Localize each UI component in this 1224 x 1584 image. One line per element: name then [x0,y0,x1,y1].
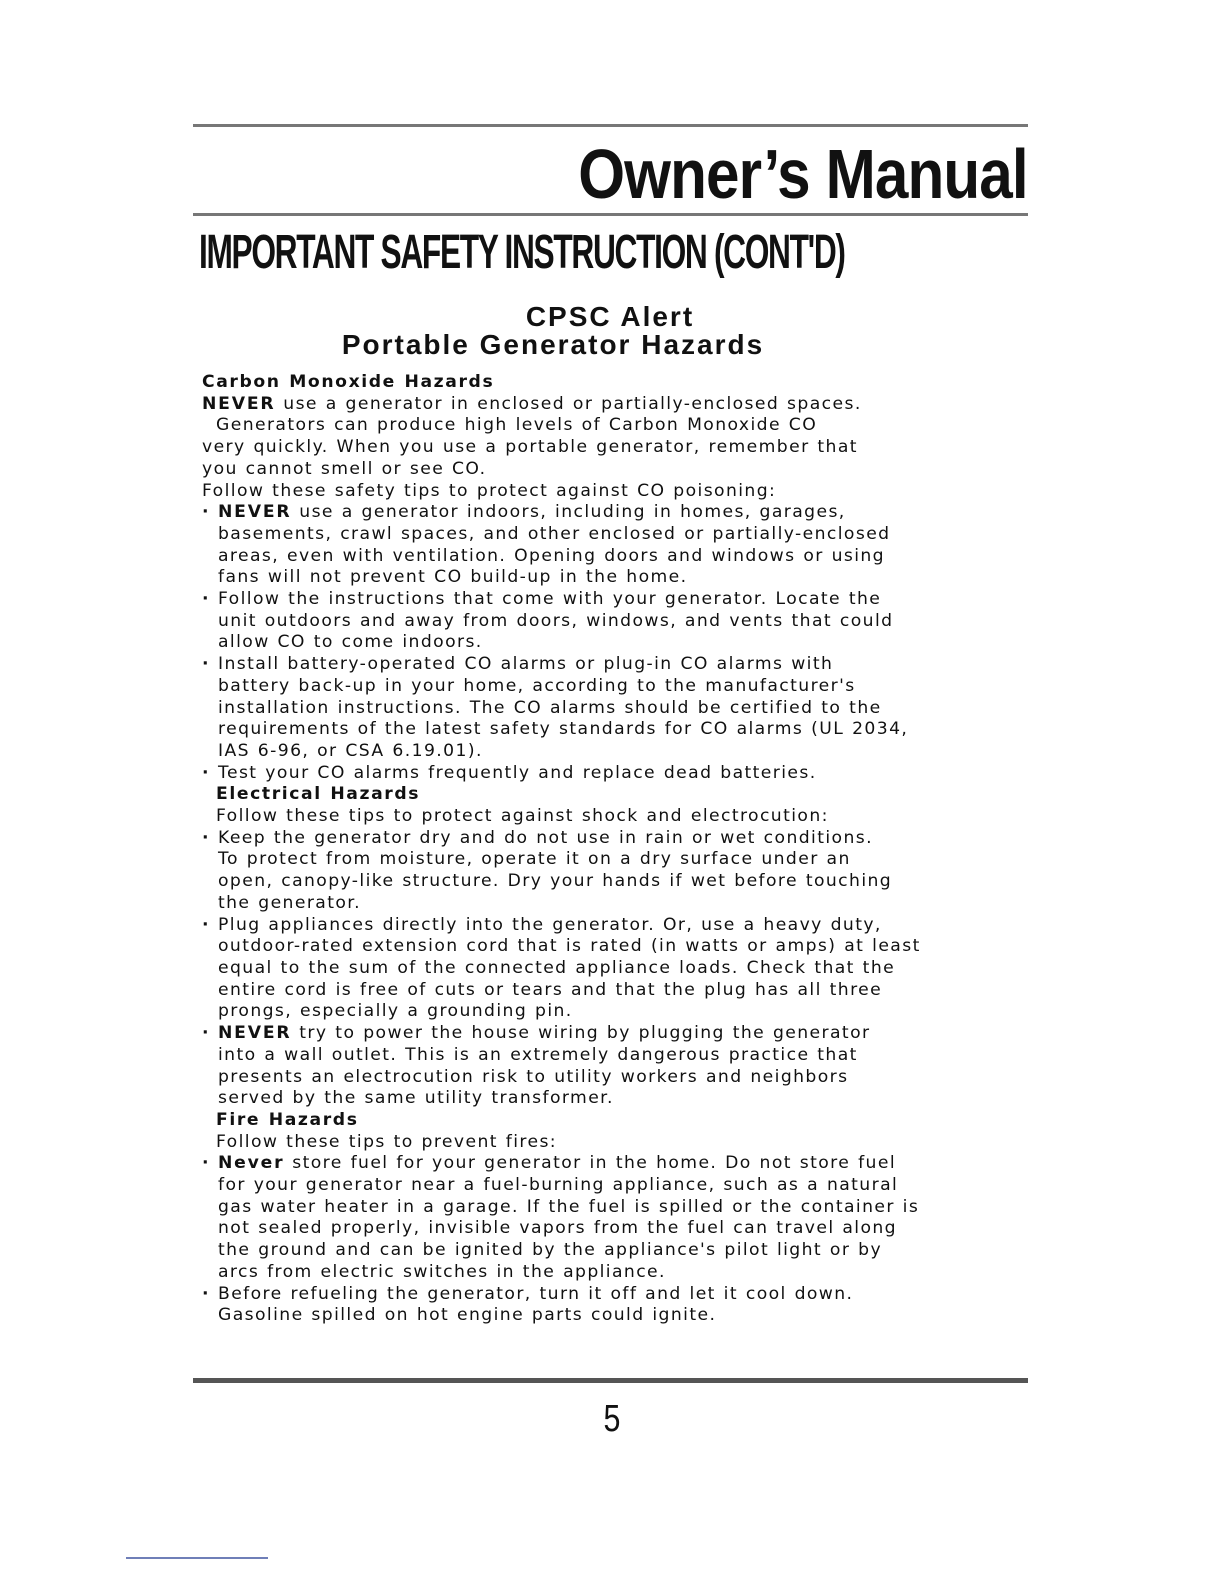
scan-edge-line [126,1557,268,1559]
bullet-text: · Plug appliances directly into the generator. Or, use a heavy duty, [218,914,882,935]
title-underline-rule [193,213,1028,216]
bullet-text: requirements of the latest safety standards for CO alarms (UL 2034, [218,719,909,740]
top-rule [193,124,1028,127]
fire-bullet-refuel [202,1284,1032,1327]
bullet-text: the generator. [218,892,362,913]
bullet-text: into a wall outlet. This is an extremely dangerous practice that [218,1044,858,1065]
bullet-text: arcs from electric switches in the appliance. [218,1261,666,1282]
bullet-text: installation instructions. The CO alarms should be certified to the [218,697,882,718]
bottom-rule [193,1378,1028,1383]
bullet-text: use a generator indoors, including in homes, garages, [291,502,846,523]
never-keyword: Never [218,1153,285,1174]
manual-title: Owner’s Manual [578,135,1028,213]
bullet-text: store fuel for your generator in the home. Do not store fuel [284,1153,896,1174]
bullet-text: unit outdoors and away from doors, windows, and vents that could [218,610,894,631]
never-keyword: NEVER [202,393,276,414]
bullet-text: · Test your CO alarms frequently and replace dead batteries. [218,762,817,783]
bullet-text: IAS 6-96, or CSA 6.19.01). [218,740,483,761]
bullet-text: basements, crawl spaces, and other enclosed or partially-enclosed [218,523,891,544]
bullet-text: · Before refueling the generator, turn it off and let it cool down. [218,1283,854,1304]
fire-bullet-storage [202,1153,1032,1283]
bullet-text: presents an electrocution risk to utility workers and neighbors [218,1066,849,1087]
co-bullet-outdoors [202,589,1032,654]
bullet-text: areas, even with ventilation. Opening doors and windows or using [218,545,885,566]
bullet-text: not sealed properly, invisible vapors from the fuel can travel along [218,1218,897,1239]
co-bullet-alarms [202,654,1032,763]
co-intro-line: you cannot smell or see CO. [202,458,487,479]
electrical-hazards-heading: Electrical Hazards [216,784,421,805]
bullet-text: To protect from moisture, operate it on a dry surface under an [218,849,851,870]
bullet-text: entire cord is free of cuts or tears and that the plug has all three [218,979,883,1000]
bullet-text: fans will not prevent CO build-up in the home. [218,567,688,588]
co-intro-line: Follow these safety tips to protect against CO poisoning: [202,480,777,501]
never-keyword: NEVER [218,1023,292,1044]
bullet-text: served by the same utility transformer. [218,1088,614,1109]
page-number: 5 [603,1398,621,1440]
co-intro-line [202,394,1032,416]
co-intro-text: use a generator in enclosed or partially-enclosed spaces. [275,393,862,414]
co-intro-line: Generators can produce high levels of Carbon Monoxide CO [216,415,818,436]
electrical-intro: Follow these tips to protect against shock and electrocution: [216,806,829,827]
bullet-text: gas water heater in a garage. If the fuel is spilled or the container is [218,1196,920,1217]
bullet-text: · Follow the instructions that come with your generator. Locate the [218,589,882,610]
alert-title: CPSC Alert [525,301,695,332]
co-intro-line: very quickly. When you use a portable generator, remember that [202,437,858,458]
co-hazards-heading: Carbon Monoxide Hazards [202,372,495,392]
electrical-bullet-backfeed [202,1023,1032,1110]
electrical-bullet-dry [202,828,1032,915]
bullet-text: the ground and can be ignited by the appliance's pilot light or by [218,1240,883,1261]
electrical-bullet-cord [202,915,1032,1024]
bullet-text: outdoor-rated extension cord that is rated (in watts or amps) at least [218,936,921,957]
bullet-text: Gasoline spilled on hot engine parts could ignite. [218,1305,717,1326]
co-bullet-indoors [202,502,1032,589]
bullet-text: open, canopy-like structure. Dry your hands if wet before touching [218,871,893,892]
alert-subtitle: Portable Generator Hazards [341,329,765,360]
bullet-text: prongs, especially a grounding pin. [218,1001,573,1022]
bullet-text: equal to the sum of the connected appliance loads. Check that the [218,957,896,978]
bullet-text: battery back-up in your home, according to the manufacturer's [218,675,856,696]
section-title: IMPORTANT SAFETY INSTRUCTION (CONT'D) [199,226,845,279]
safety-instructions-body [202,372,1032,1327]
bullet-text: · Keep the generator dry and do not use in rain or wet conditions. [218,827,873,848]
bullet-text: try to power the house wiring by plugging the generator [291,1023,871,1044]
fire-intro: Follow these tips to prevent fires: [216,1131,557,1152]
never-keyword: NEVER [218,502,292,523]
bullet-text: for your generator near a fuel-burning appliance, such as a natural [218,1175,899,1196]
bullet-text: · Install battery-operated CO alarms or plug-in CO alarms with [218,654,834,675]
fire-hazards-heading: Fire Hazards [216,1109,359,1130]
co-bullet-test [202,763,1032,785]
bullet-text: allow CO to come indoors. [218,632,483,653]
